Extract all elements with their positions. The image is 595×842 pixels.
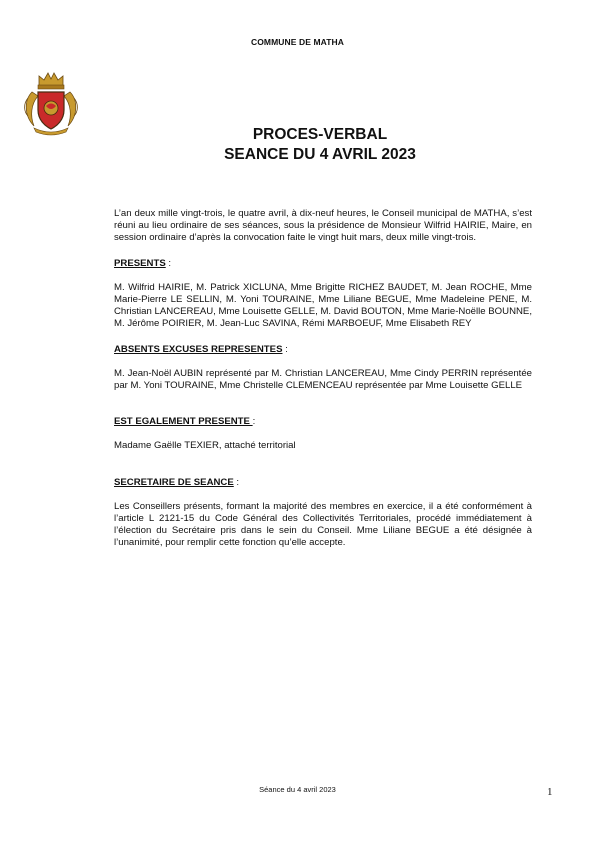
secretary-heading (114, 477, 532, 489)
also-present-heading (114, 416, 532, 428)
document-title (200, 125, 440, 165)
also-present-suffix: : (252, 416, 256, 428)
absents-heading (114, 344, 532, 356)
title-line-2: SEANCE DU 4 AVRIL 2023 (224, 146, 416, 163)
secretary-suffix: : (233, 476, 240, 488)
also-present-paragraph: Madame Gaëlle TEXIER, attaché territorial (114, 440, 296, 452)
presents-label: PRESENTS (114, 257, 166, 269)
also-present-label: EST EGALEMENT PRESENTE (114, 416, 253, 428)
page-header: COMMUNE DE MATHA (250, 37, 345, 47)
secretary-label: SECRETAIRE DE SEANCE (114, 476, 234, 488)
absents-label: ABSENTS EXCUSES REPRESENTES (114, 343, 283, 355)
document-body (114, 208, 532, 550)
secretary-paragraph: Les Conseillers présents, formant la majorité des membres en exercice, il a été conformément à l’article L 2121-15 du Code Général des Collectivités Territoriales, procédé immédiatement à l’élection du Secrétaire pris dans le sein du Conseil. Mme Liliane BEGUE a été désignée à l’unanimité, pour remplir cette fonction qu’elle accepte. (114, 500, 532, 549)
presents-paragraph: M. Wilfrid HAIRIE, M. Patrick XICLUNA, Mme Brigitte RICHEZ BAUDET, M. Jean ROCHE, Mme Marie-Pierre LE SELLIN, M. Yoni TOURAINE, Mme Liliane BEGUE, Mme Madeleine PENE, M. Christian LANCEREAU, Mme Louisette GELLE, M. David BOUTON, Mme Marie-Noëlle BOUNNE, M. Jérôme POIRIER, M. Jean-Luc SAVINA, Rémi MARBOEUF, Mme Elisabeth REY (114, 281, 532, 330)
intro-paragraph: L’an deux mille vingt-trois, le quatre avril, à dix-neuf heures, le Conseil municipal de MATHA, s’est réuni au lieu ordinaire de ses séances, sous la présidence de Monsieur Wilfrid HAIRIE, Maire, en session ordinaire d’après la convocation faite le vingt huit mars, deux mille vingt-trois. (114, 208, 532, 244)
absents-paragraph: M. Jean-Noël AUBIN représenté par M. Christian LANCEREAU, Mme Cindy PERRIN représentée par M. Yoni TOURAINE, Mme Christelle CLEMENCEAU représentée par Mme Louisette GELLE (114, 367, 532, 392)
presents-suffix: : (165, 257, 172, 269)
title-line-1: PROCES-VERBAL (252, 126, 388, 143)
presents-heading (114, 258, 532, 270)
page-footer: Séance du 4 avril 2023 (259, 785, 336, 794)
coat-of-arms-icon (22, 70, 80, 136)
page-number: 1 (547, 786, 553, 798)
absents-suffix: : (282, 343, 288, 355)
